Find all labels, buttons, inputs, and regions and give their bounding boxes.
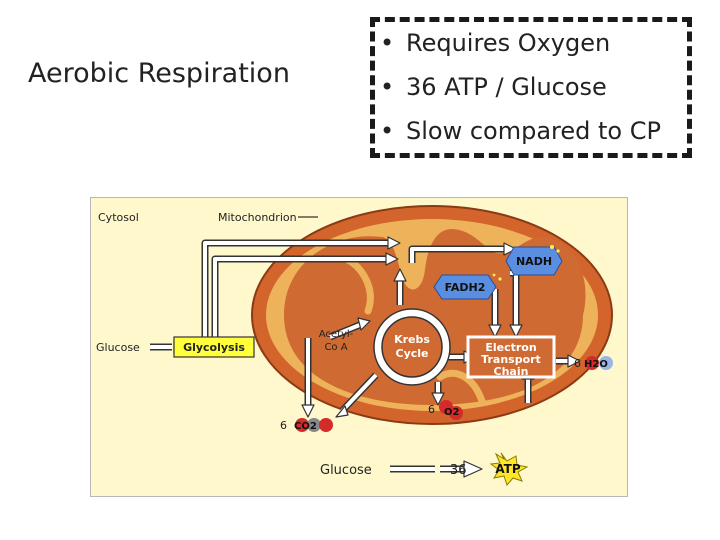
glycolysis-label: Glycolysis	[183, 341, 245, 354]
acetyl-coa-label: Acetyl-	[318, 329, 354, 340]
bullet-item	[380, 24, 661, 68]
bullet-text: 36 ATP / Glucose	[406, 73, 607, 101]
bullet-text: Slow compared to CP	[406, 117, 661, 145]
acetyl-coa-label: Co A	[324, 342, 348, 353]
glucose-input-label: Glucose	[96, 341, 140, 354]
respiration-diagram	[90, 197, 628, 497]
bullet-dot: •	[380, 117, 395, 145]
bullet-dot: •	[380, 29, 395, 57]
bullet-item	[380, 112, 661, 156]
bullet-text: Requires Oxygen	[406, 29, 611, 57]
nadh-label: NADH	[515, 255, 553, 268]
krebs-label: Cycle	[395, 347, 429, 360]
h2o-label: H2O	[584, 359, 608, 370]
co2-molecule	[319, 418, 333, 432]
bullet-item	[380, 68, 661, 112]
bullet-dot: •	[380, 73, 395, 101]
summary-glucose-label: Glucose	[320, 463, 372, 478]
mitochondrion-label: Mitochondrion	[218, 211, 297, 224]
krebs-label: Krebs	[394, 333, 430, 346]
fadh2-label: FADH2	[444, 281, 486, 294]
etc-label: Electron	[485, 341, 537, 354]
slide-title: Aerobic Respiration	[28, 58, 290, 89]
atp-label: ATP	[495, 462, 521, 476]
co2-coefficient: 6	[280, 419, 287, 432]
cytosol-label: Cytosol	[98, 211, 139, 224]
o2-coefficient: 6	[428, 403, 435, 416]
etc-label: Chain	[493, 365, 529, 378]
key-points-list	[380, 24, 661, 156]
o2-label: O2	[444, 407, 460, 418]
co2-label: CO2	[294, 421, 317, 432]
h2o-coefficient: 6	[574, 357, 581, 370]
summary-atp-count: 36	[450, 463, 467, 478]
etc-label: Transport	[481, 353, 541, 366]
